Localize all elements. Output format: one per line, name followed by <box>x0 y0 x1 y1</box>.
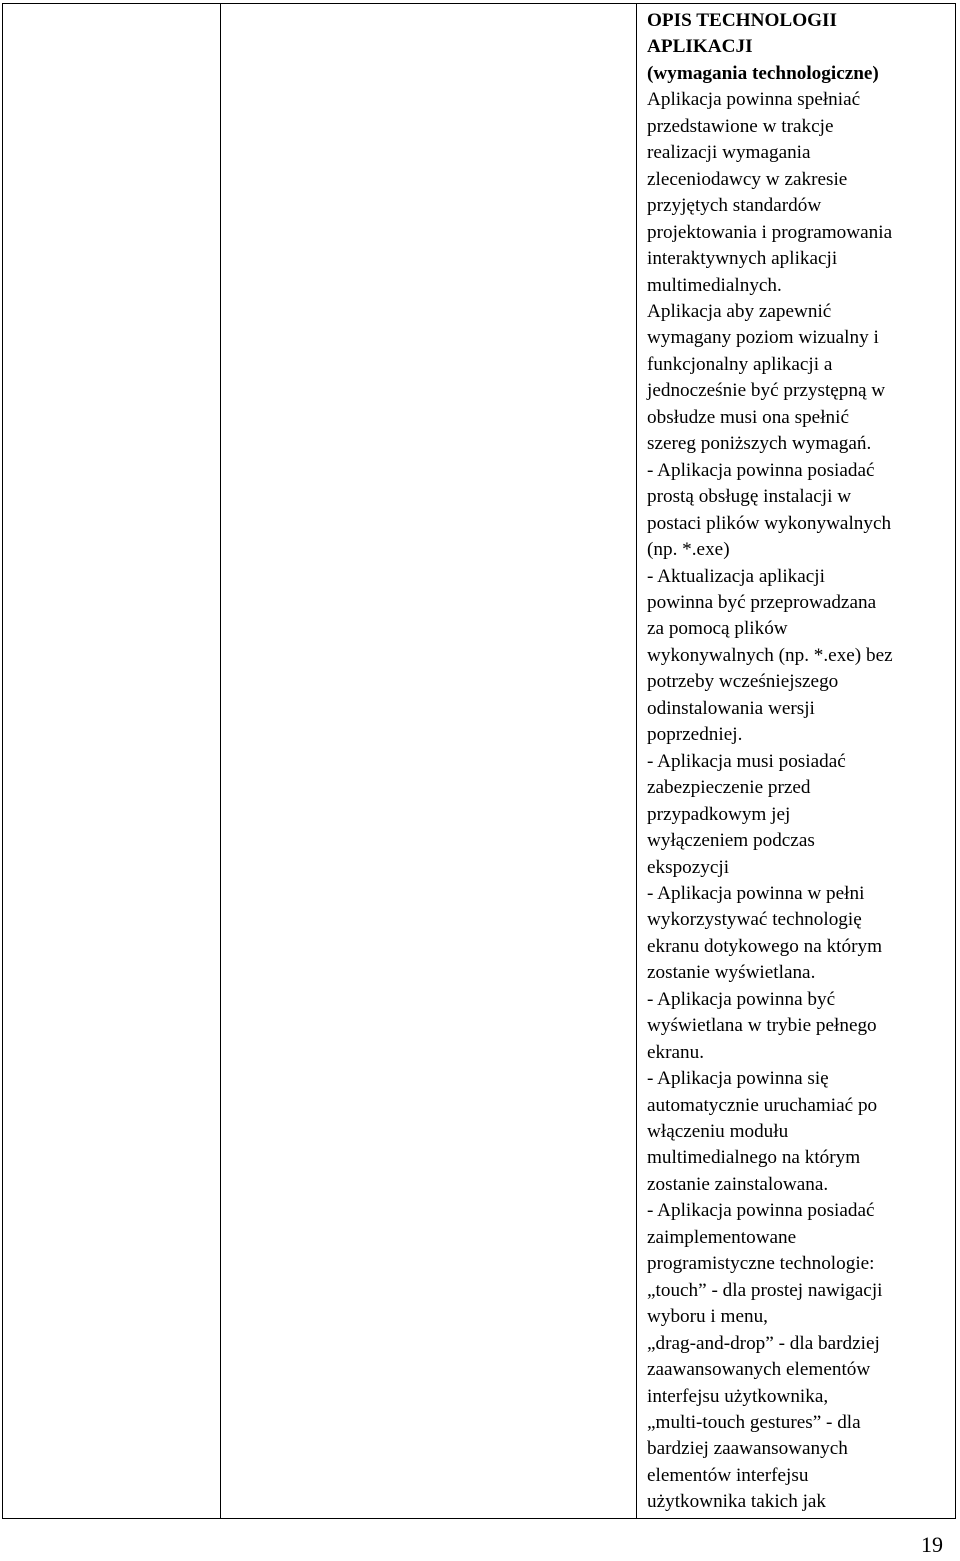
body-text-line: zleceniodawcy w zakresie <box>647 168 848 190</box>
body-text-line: - Aktualizacja aplikacji <box>647 565 825 587</box>
body-text-line: elementów interfejsu <box>647 1464 809 1486</box>
body-text-line: funkcjonalny aplikacji a <box>647 353 833 375</box>
body-text-line: ekranu. <box>647 1041 705 1063</box>
body-text-line: - Aplikacja powinna posiadać <box>647 459 875 481</box>
body-text-line: za pomocą plików <box>647 618 788 640</box>
cell-content <box>637 4 955 1516</box>
body-text-line: zostanie wyświetlana. <box>647 962 816 984</box>
body-text-line: - Aplikacja powinna w pełni <box>647 882 865 904</box>
body-text-line: ekranu dotykowego na którym <box>647 935 882 957</box>
body-text-line: „multi-touch gestures” - dla <box>647 1412 861 1434</box>
body-text-line: włączeniu modułu <box>647 1121 789 1143</box>
body-text-line: zostanie zainstalowana. <box>647 1173 829 1195</box>
body-text-line: postaci plików wykonywalnych <box>647 512 892 534</box>
body-text-line: programistyczne technologie: <box>647 1253 875 1275</box>
body-text-line: interaktywnych aplikacji <box>647 248 838 270</box>
body-text-line: jednocześnie być przystępną w <box>647 380 886 402</box>
body-text-line: wykonywalnych (np. *.exe) bez <box>647 644 893 666</box>
body-text-line: bardziej zaawansowanych <box>647 1438 848 1460</box>
body-text-line: zabezpieczenie przed <box>647 777 811 799</box>
document-table <box>2 3 956 1519</box>
body-text-line: multimedialnych. <box>647 274 782 296</box>
body-text-line: Aplikacja aby zapewnić <box>647 300 832 322</box>
body-text-line: przedstawione w trakcje <box>647 115 834 137</box>
body-text-line: powinna być przeprowadzana <box>647 591 877 613</box>
body-text-line: prostą obsługę instalacji w <box>647 486 852 508</box>
body-text-line: wyłączeniem podczas <box>647 830 815 852</box>
body-text-line: interfejsu użytkownika, <box>647 1385 829 1407</box>
body-text-line: obsłudze musi ona spełnić <box>647 406 849 428</box>
body-text-line: (np. *.exe) <box>647 539 730 561</box>
body-text-line: wykorzystywać technologię <box>647 909 862 931</box>
section-title-line: OPIS TECHNOLOGII <box>647 10 837 31</box>
body-text-line: poprzedniej. <box>647 724 743 746</box>
body-text-line: „touch” - dla prostej nawigacji <box>647 1279 883 1301</box>
body-text-line: - Aplikacja powinna być <box>647 988 836 1010</box>
body-text-line: odinstalowania wersji <box>647 697 815 719</box>
body-text-line: - Aplikacja powinna się <box>647 1068 829 1090</box>
body-text-line: szereg poniższych wymagań. <box>647 433 872 455</box>
empty-cell-1 <box>3 4 221 1519</box>
page-number: 19 <box>921 1532 943 1557</box>
body-text-line: „drag-and-drop” - dla bardziej <box>647 1332 880 1354</box>
body-text-line: wyświetlana w trybie pełnego <box>647 1015 877 1037</box>
body-text-line: wyboru i menu, <box>647 1306 768 1328</box>
body-text-line: zaimplementowane <box>647 1226 797 1248</box>
body-text-line: zaawansowanych elementów <box>647 1359 871 1381</box>
body-text-line: przypadkowym jej <box>647 803 791 825</box>
body-text-line: - Aplikacja powinna posiadać <box>647 1200 875 1222</box>
body-text-line: automatycznie uruchamiać po <box>647 1094 878 1116</box>
section-subtitle-line: (wymagania technologiczne) <box>647 62 879 84</box>
body-text <box>647 87 951 1515</box>
body-text-line: przyjętych standardów <box>647 195 822 217</box>
body-text-line: ekspozycji <box>647 856 730 878</box>
body-text-line: wymagany poziom wizualny i <box>647 327 879 349</box>
body-text-line: - Aplikacja musi posiadać <box>647 750 846 772</box>
body-text-line: użytkownika takich jak <box>647 1491 827 1513</box>
empty-cell-2 <box>221 4 637 1519</box>
table-row <box>3 4 956 1519</box>
body-text-line: Aplikacja powinna spełniać <box>647 89 861 111</box>
body-text-line: projektowania i programowania <box>647 221 893 243</box>
section-title-line: APLIKACJI <box>647 36 753 58</box>
body-text-line: realizacji wymagania <box>647 142 811 164</box>
content-cell <box>637 4 956 1519</box>
body-text-line: multimedialnego na którym <box>647 1147 861 1169</box>
body-text-line: potrzeby wcześniejszego <box>647 671 839 693</box>
